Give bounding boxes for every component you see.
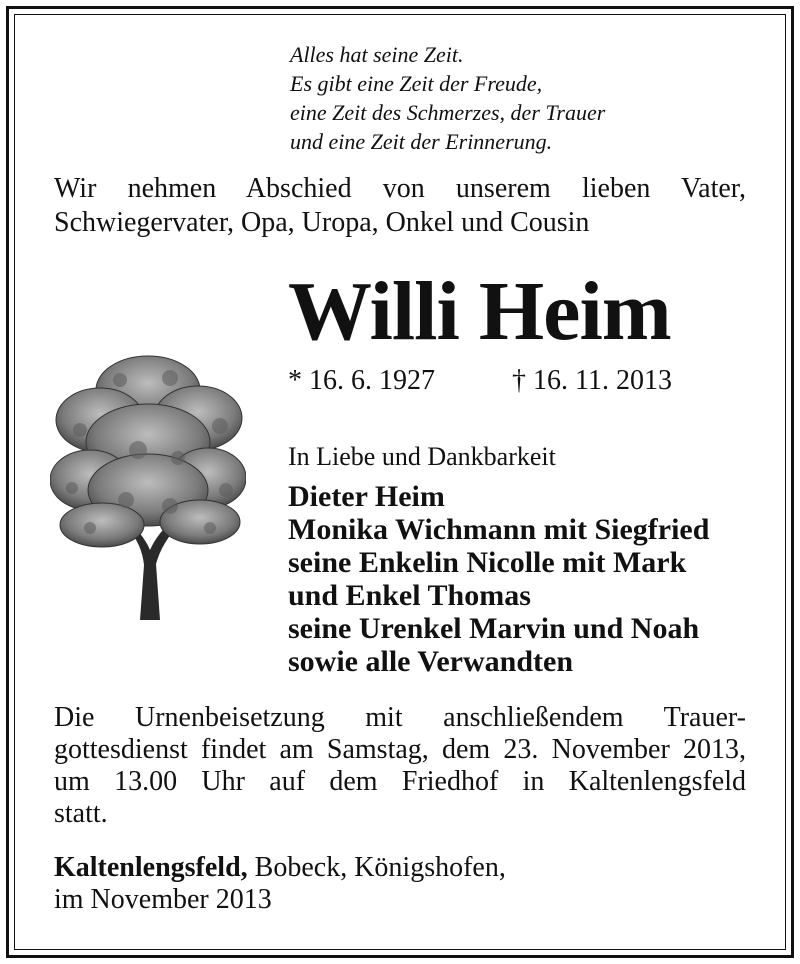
intro-line: Wir nehmen Abschied von unserem lieben Vater, xyxy=(54,173,746,204)
mourner-line: Dieter Heim xyxy=(288,480,445,513)
mourner-line: und Enkel Thomas xyxy=(288,579,531,612)
place-line xyxy=(54,852,506,884)
burial-notice xyxy=(54,702,746,830)
place-bold: Kaltenlengsfeld, xyxy=(54,852,248,883)
burial-line: gottesdienst findet am Samstag, dem 23. November 2013, xyxy=(54,734,746,765)
poem-line: und eine Zeit der Erinnerung. xyxy=(290,129,553,154)
mourner-line: Monika Wichmann mit Siegfried xyxy=(288,513,710,546)
burial-line: statt. xyxy=(54,798,108,829)
poem-line: Es gibt eine Zeit der Freude, xyxy=(290,71,543,96)
place-rest: Bobeck, Königshofen, xyxy=(247,852,506,883)
date-line: im November 2013 xyxy=(54,884,272,915)
birth-date: * 16. 6. 1927 xyxy=(288,365,435,396)
mourner-line: seine Urenkel Marvin und Noah xyxy=(288,612,700,645)
mourner-line: sowie alle Verwandten xyxy=(288,645,573,678)
poem-line: Alles hat seine Zeit. xyxy=(290,42,464,67)
tree-illustration xyxy=(50,350,246,620)
mourners-list xyxy=(288,480,709,678)
intro-line: Schwiegervater, Opa, Uropa, Onkel und Cousin xyxy=(54,207,590,238)
poem xyxy=(290,40,605,156)
intro-text xyxy=(54,172,746,240)
deceased-name: Willi Heim xyxy=(288,265,671,358)
mourners-heading: In Liebe und Dankbarkeit xyxy=(288,442,556,471)
poem-line: eine Zeit des Schmerzes, der Trauer xyxy=(290,100,606,125)
burial-line: um 13.00 Uhr auf dem Friedhof in Kaltenlengsfeld xyxy=(54,766,746,797)
mourner-line: seine Enkelin Nicolle mit Mark xyxy=(288,546,687,579)
place-and-date xyxy=(54,852,506,916)
burial-line: Die Urnenbeisetzung mit anschließendem Trauer- xyxy=(54,702,746,733)
death-date: † 16. 11. 2013 xyxy=(512,365,672,396)
